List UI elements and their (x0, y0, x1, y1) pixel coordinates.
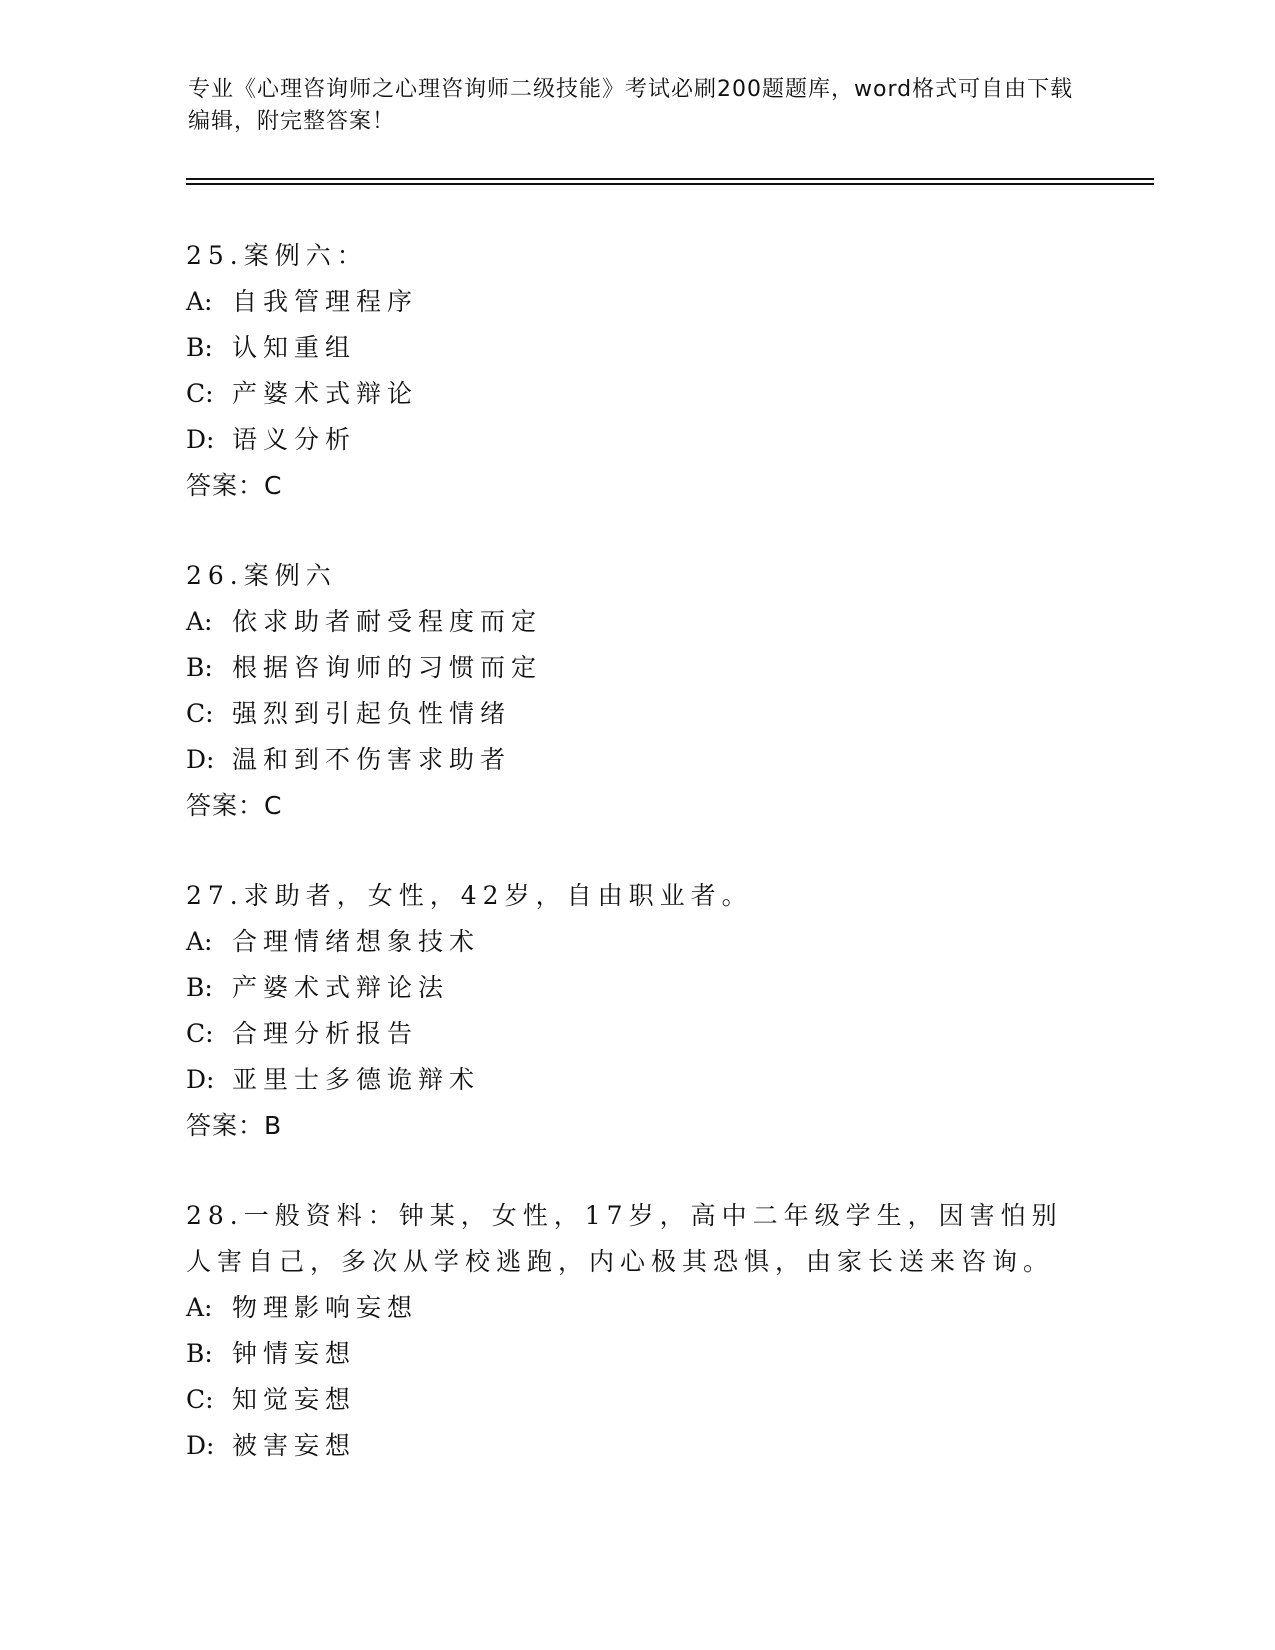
question-26 (186, 553, 1086, 829)
option-text: 强烈到引起负性情绪 (232, 699, 512, 728)
option-c (186, 1377, 1086, 1423)
answer-line: 答案：C (186, 791, 283, 820)
answer-line: 答案：C (186, 471, 283, 500)
question-stem: 27.求助者，女性，42岁，自由职业者。 (186, 881, 753, 910)
option-letter: B: (186, 653, 213, 682)
question-28 (186, 1193, 1086, 1469)
question-stem: 26.案例六 (186, 561, 337, 590)
option-letter: C: (186, 1019, 214, 1048)
answer-line: 答案：B (186, 1111, 283, 1140)
option-letter: D: (186, 425, 215, 454)
option-c (186, 371, 1086, 417)
option-text: 产婆术式辩论法 (232, 973, 450, 1002)
option-b (186, 1331, 1086, 1377)
question-25 (186, 233, 1086, 509)
header-divider-bottom (186, 183, 1154, 185)
option-text: 合理分析报告 (232, 1019, 419, 1048)
option-letter: B: (186, 973, 213, 1002)
option-text: 产婆术式辩论 (232, 379, 419, 408)
option-letter: A: (186, 1293, 213, 1322)
option-letter: A: (186, 287, 213, 316)
option-a (186, 1285, 1086, 1331)
option-letter: C: (186, 379, 214, 408)
option-text: 语义分析 (232, 425, 357, 454)
option-letter: D: (186, 1431, 215, 1460)
option-text: 自我管理程序 (232, 287, 419, 316)
question-stem: 25.案例六： (186, 241, 368, 270)
option-text: 合理情绪想象技术 (232, 927, 481, 956)
option-text: 亚里士多德诡辩术 (232, 1065, 481, 1094)
option-b (186, 965, 1086, 1011)
option-letter: C: (186, 699, 214, 728)
option-text: 根据咨询师的习惯而定 (232, 653, 543, 682)
option-d (186, 417, 1086, 463)
option-letter: B: (186, 333, 213, 362)
question-stem: 28.一般资料：钟某，女性，17岁，高中二年级学生，因害怕别人害自己，多次从学校逃跑，内心极其恐惧，由家长送来咨询。 (186, 1201, 1063, 1276)
option-letter: B: (186, 1339, 213, 1368)
option-text: 被害妄想 (232, 1431, 357, 1460)
option-text: 钟情妄想 (232, 1339, 357, 1368)
option-c (186, 691, 1086, 737)
option-d (186, 1057, 1086, 1103)
option-a (186, 919, 1086, 965)
question-27 (186, 873, 1086, 1149)
option-text: 物理影响妄想 (232, 1293, 419, 1322)
option-text: 知觉妄想 (232, 1385, 357, 1414)
option-letter: D: (186, 1065, 215, 1094)
document-header: 专业《心理咨询师之心理咨询师二级技能》考试必刷200题题库，word格式可自由下载编辑，附完整答案！ (188, 77, 1074, 134)
option-letter: A: (186, 927, 213, 956)
option-b (186, 645, 1086, 691)
option-a (186, 279, 1086, 325)
option-a (186, 599, 1086, 645)
option-d (186, 1423, 1086, 1469)
option-letter: C: (186, 1385, 214, 1414)
option-text: 依求助者耐受程度而定 (232, 607, 543, 636)
header-divider-top (186, 178, 1154, 180)
option-text: 温和到不伤害求助者 (232, 745, 512, 774)
option-d (186, 737, 1086, 783)
option-letter: D: (186, 745, 215, 774)
option-b (186, 325, 1086, 371)
option-text: 认知重组 (232, 333, 357, 362)
option-letter: A: (186, 607, 213, 636)
option-c (186, 1011, 1086, 1057)
